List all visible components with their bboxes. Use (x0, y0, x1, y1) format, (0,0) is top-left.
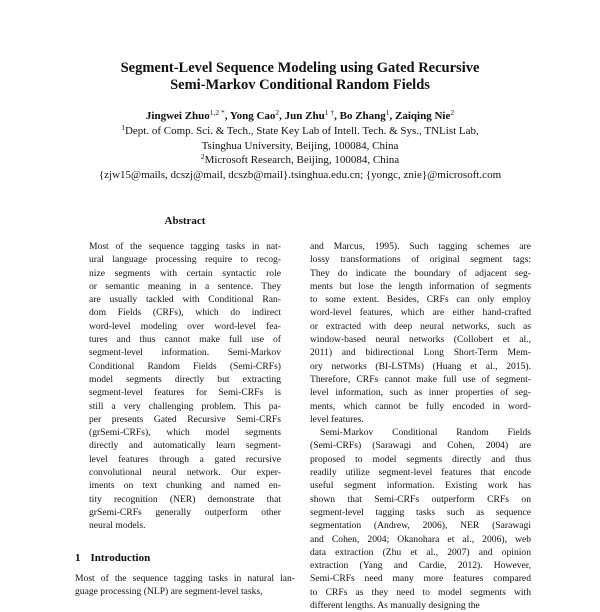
section-heading-introduction (75, 552, 150, 564)
text-line: convolutional neural network. Our exper- (89, 467, 281, 479)
text-line: Most of the sequence tagging tasks in natural lan- (75, 573, 295, 584)
text-line: guage processing (NLP) are segment-level tasks, (75, 586, 263, 598)
text-line: and Cohen, 2004; Okanohara et al., 2006), web (310, 533, 531, 545)
title-line-1: Segment-Level Sequence Modeling using Gated Recursive (120, 60, 480, 76)
text-line: shown that Semi-CRFs outperform CRFs on (310, 493, 531, 505)
text-line: data extraction (Zhu et al., 2007) and opinion (310, 546, 531, 558)
author-affiliation-sup: 2 (275, 108, 280, 117)
text-line: per presents Gated Recursive Semi-CRFs (89, 413, 281, 425)
text-line: level features. (310, 413, 364, 425)
text-line: Conditional Random Fields (Semi-CRFs) (89, 360, 281, 372)
affiliation-1-line-1 (0, 124, 600, 139)
author-emails: {zjw15@mails, dcszj@mail, dcszb@mail}.tsinghua.edu.cn; {yongc, znie}@microsoft.com (98, 169, 502, 182)
text-line: ural language processing require to recog- (89, 254, 281, 266)
text-line: ments but lose the length information of segments (310, 280, 531, 292)
text-line: Semi-Markov Conditional Random Fields (320, 427, 531, 439)
text-line: window-based neural networks (Collobert et al., (310, 334, 531, 346)
text-line: to CRFs as they need to model segments with (310, 586, 531, 598)
text-line: ments, which cannot be fully encoded in word- (310, 400, 531, 412)
right-column-body (310, 240, 531, 612)
text-line: (grSemi-CRFs), which model segments (89, 427, 281, 439)
text-line: tity recognition (NER) demonstrate that (89, 493, 281, 505)
text-line: to some extent. Besides, CRFs can only employ (310, 294, 531, 306)
text-line: proposed to model segments directly and thus (310, 453, 531, 465)
text-line: nize segments with certain syntactic role (89, 267, 281, 279)
text-line: tures and thus cannot make full use of (89, 334, 281, 346)
abstract-heading: Abstract (164, 215, 206, 227)
abstract-body (89, 240, 281, 533)
author-name: Jun Zhu (284, 110, 325, 122)
affiliation-2-text: Microsoft Research, Beijing, 100084, China (204, 154, 400, 167)
affiliation-1-sup: 1 (121, 122, 125, 132)
text-line: grSemi-CRFs generally outperform other (89, 506, 281, 518)
affiliation-1-text: Dept. of Comp. Sci. & Tech., State Key Lab of Intell. Tech. & Sys., TNList Lab, (124, 124, 479, 137)
author-affiliation-sup: 1 † (324, 108, 335, 117)
text-line: (Semi-CRFs) (Sarawagi and Cohen, 2004) are (310, 440, 531, 452)
author-name: Zaiqing Nie (395, 110, 451, 122)
section-number: 1 (75, 552, 81, 564)
text-line: lossy transformations of original segment tags: (310, 254, 531, 266)
author-name: Jingwei Zhuo (145, 110, 210, 122)
section-title: Introduction (90, 552, 151, 564)
text-line: word-level features, which are either hand-crafted (310, 307, 531, 319)
author-name: Yong Cao (229, 110, 276, 122)
text-line: or extracted with deep neural networks, such as (310, 320, 531, 332)
text-line: segment-level tagging tasks such as sequence (310, 506, 531, 518)
text-line: model segments directly but extracting (89, 373, 281, 385)
text-line: level information, such as inner properties of seg- (310, 387, 531, 399)
text-line: different lengths. As manually designing the (310, 600, 480, 612)
text-line: Therefore, CRFs cannot make full use of segment- (310, 373, 531, 385)
text-line: level features through a gated recursive (89, 453, 281, 465)
text-line: extraction (Yang and Cardie, 2012). However, (310, 560, 531, 572)
affiliation-2 (0, 153, 600, 168)
text-line: neural models. (89, 520, 146, 532)
text-line: useful segment information. Existing work has (310, 480, 531, 492)
text-line: ory networks (BI-LSTMs) (Huang et al., 2015). (310, 360, 531, 372)
text-line: word-level modeling over word-level fea- (89, 320, 281, 332)
author-block (0, 109, 600, 183)
text-line: directly and automatically learn segment- (89, 440, 281, 452)
text-line: They do indicate the boundary of adjacent seg- (310, 267, 531, 279)
text-line: Semi-CRFs need many more features compared (310, 573, 531, 585)
text-line: segment-level features for Semi-CRFs is (89, 387, 281, 399)
text-line: dom Fields (CRFs), which do indirect (89, 307, 281, 319)
text-line: iments on text chunking and named en- (89, 480, 281, 492)
author-name: Bo Zhang (339, 110, 386, 122)
introduction-body (75, 572, 295, 599)
text-line: readily utilize segment-level features that encode (310, 467, 531, 479)
text-line: 2011) and bidirectional Long Short-Term Mem- (310, 347, 531, 359)
author-affiliation-sup: 1,2 * (209, 108, 225, 117)
paper-title (0, 60, 600, 94)
affiliation-1-line-2: Tsinghua University, Beijing, 100084, China (201, 139, 399, 152)
text-line: still a very challenging problem. This pa- (89, 400, 281, 412)
text-line: or semantic meaning in a sentence. They (89, 280, 281, 292)
text-line: segmentation (Andrew, 2006), NER (Sarawagi (310, 520, 531, 532)
text-line: are usually tackled with Conditional Ran- (89, 294, 281, 306)
author-affiliation-sup: 1 (385, 108, 390, 117)
text-line: and Marcus, 1995). Such tagging schemes are (310, 241, 531, 252)
author-affiliation-sup: 2 (450, 108, 455, 117)
title-line-2: Semi-Markov Conditional Random Fields (170, 77, 430, 93)
affiliation-2-sup: 2 (200, 152, 205, 162)
text-line: Most of the sequence tagging tasks in nat- (89, 241, 281, 252)
text-line: segment-level information. Semi-Markov (89, 347, 281, 359)
author-names: Jingwei Zhuo$^{1,2 *}$, Yong Cao$^2$, Jun Zhu$^{1 \dagger}$, Bo Zhang$^1$, Zaiqing Nie$^2$ (145, 108, 455, 122)
